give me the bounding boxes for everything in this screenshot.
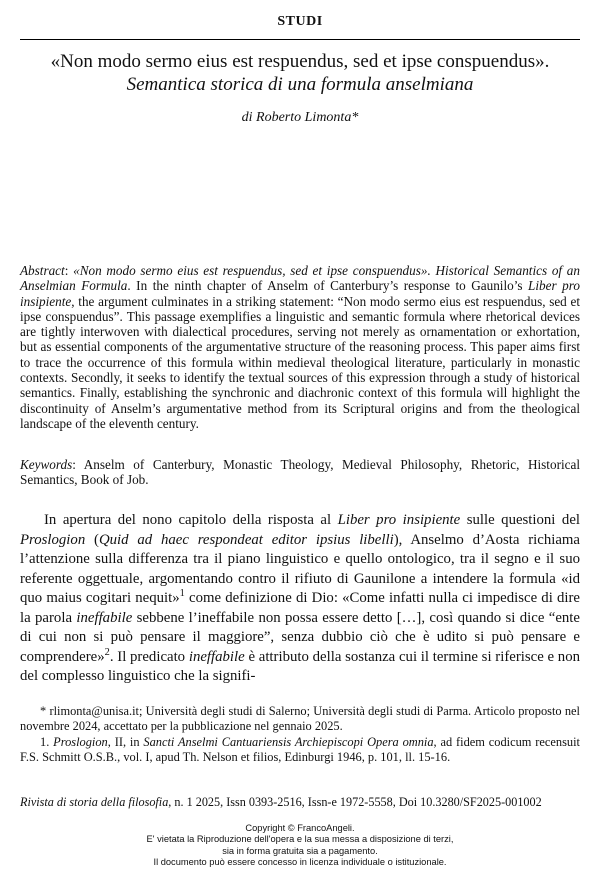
title-subtitle: Semantica storica di una formula anselmiana (126, 74, 474, 95)
journal-citation (20, 795, 580, 810)
keywords (20, 457, 580, 488)
body-text-segment: è attributo della sostanza cui il termine si riferisce e non del complesso linguistico che la signifi- (20, 648, 580, 684)
footnote-ref-1[interactable]: 1 (179, 588, 185, 600)
body-italic: Liber pro insipiente (337, 512, 461, 528)
copyright-line: E' vietata la Riproduzione dell'opera e la sua messa a disposizione di terzi, (146, 834, 454, 845)
copyright-notice (20, 823, 580, 869)
body-paragraph (20, 511, 580, 687)
footnote-work: Proslogion (53, 735, 108, 749)
body-italic: ineffabile (188, 648, 245, 665)
body-italic: Quid ad haec respondeat editor ipsius libelli (98, 531, 394, 548)
copyright-line: sia in forma gratuita sia a pagamento. (222, 845, 378, 856)
title-main: «Non modo sermo eius est respuendus, sed et ipse conspuendus». (50, 51, 550, 72)
section-header: STUDI (20, 0, 580, 40)
footnote-text: , ad fidem codicum recensuit F.S. Schmitt O.S.B., vol. I, apud Th. Nelson et filios, Edinburgi 1946, p. 101, ll. 15-16. (20, 735, 580, 764)
body-text-segment: sebbene l’ineffabile non possa essere detto […], così quando si dice “ente di cui non si può pensare il maggiore”, senza dubbio ciò che è udito si può pensare e comprendere» (20, 609, 580, 665)
abstract-book: Liber pro insipiente (20, 278, 580, 309)
article-title (20, 50, 580, 96)
body-text-segment: . Il predicato (109, 648, 189, 665)
body-text-segment: ), Anselmo d’Aosta richiama l’attenzione sulla differenza tra il piano linguistico e quello ontologico, tra il segno e il suo referente oggettuale, argomentando contro il rifiuto di Gaunilone a intendere la formula «id quo maius cogitari nequit» (20, 531, 580, 606)
footnotes (20, 704, 580, 764)
body-text-segment: sulle questioni del (460, 512, 580, 528)
journal-name: Rivista di storia della filosofia (20, 795, 169, 809)
footnote-edition: Sancti Anselmi Cantuariensis Archiepiscopi Opera omnia (143, 735, 434, 749)
footnote-number: 1. (40, 735, 54, 749)
article-page (20, 0, 580, 888)
body-text-segment: In apertura del nono capitolo della risposta al (44, 512, 338, 528)
author-byline: di Roberto Limonta* (241, 110, 359, 125)
abstract-title: «Non modo sermo eius est respuendus, sed et ipse conspuendus». Historical Semantics of an Anselmian Formula (20, 263, 580, 294)
footnote-1 (20, 735, 580, 764)
copyright-line: Copyright © FrancoAngeli. (245, 823, 355, 833)
abstract-text-1: . In the ninth chapter of Anselm of Canterbury’s response to Gaunilo’s (127, 278, 529, 294)
body-italic: Proslogion (20, 531, 86, 548)
footnote-author: * rlimonta@unisa.it; Università degli studi di Salerno; Università degli studi di Parma. Articolo proposto nel novembre 2024, accettato per la pubblicazione nel gennaio 2025. (20, 704, 580, 733)
body-text-segment: come definizione di Dio: «Come infatti nulla ci impedisce di dire la parola (20, 590, 580, 626)
footnote-text: , II, in (107, 735, 144, 749)
abstract: Abstract: «Non modo sermo eius est respuendus, sed et ipse conspuendus». Historical Semantics of an Anselmian Formula. In the ninth chapter of Anselm of Canterbury’s response to Gaunilo’s Liber pro insipiente, the argument culminates in a striking statement: “Non modo sermo eius est respuendus, sed et ipse conspuendus”. This passage exemplifies a linguistic and semantic formula where rhetorical devices are tightly interwoven with dialectical procedures, serving not merely as ornamentation or exhortation, but as essential components of the argumentative structure of the reasoning process. This paper aims first to trace the occurrence of this formula within medieval theological literature, particularly in monastic contexts. Secondly, it seeks to identify the textual sources of this expression through a study of historical semantics. Finally, establishing the synchronic and diachronic context of this formula will highlight the discontinuity of Anselm’s argumentative method from its Scriptural origins and from the theological landscape of the eleventh century. (20, 263, 580, 431)
footnote-ref-2[interactable]: 2 (104, 646, 110, 658)
abstract-text-2: , the argument culminates in a striking statement: “Non modo sermo eius est respuendus, sed et ipse conspuendus”. This passage exemplifies a linguistic and semantic formula where rhetorical devices are tightly interwoven with dialectical procedures, serving not merely as ornamentation or exhortation, but as essential components of the argumentative structure of the reasoning process. This paper aims first to trace the occurrence of this formula within medieval theological literature, particularly in monastic contexts. Secondly, it seeks to identify the textual sources of this expression through a study of historical semantics. Finally, establishing the synchronic and diachronic context of this formula will highlight the discontinuity of Anselm’s argumentative method from its Scriptural origins and from the theological landscape of the eleventh century. (20, 293, 580, 431)
body-italic: ineffabile (76, 609, 133, 626)
copyright-line: Il documento può essere concesso in licenza individuale o istituzionale. (153, 857, 447, 868)
keywords-label: Keywords (20, 457, 73, 472)
abstract-label: Abstract (20, 263, 65, 278)
body-text-segment: ( (85, 531, 99, 548)
journal-details: , n. 1 2025, Issn 0393-2516, Issn-e 1972-5558, Doi 10.3280/SF2025-001002 (168, 795, 542, 809)
keywords-text: : Anselm of Canterbury, Monastic Theology, Medieval Philosophy, Rhetoric, Historical Semantics, Book of Job. (20, 457, 580, 488)
